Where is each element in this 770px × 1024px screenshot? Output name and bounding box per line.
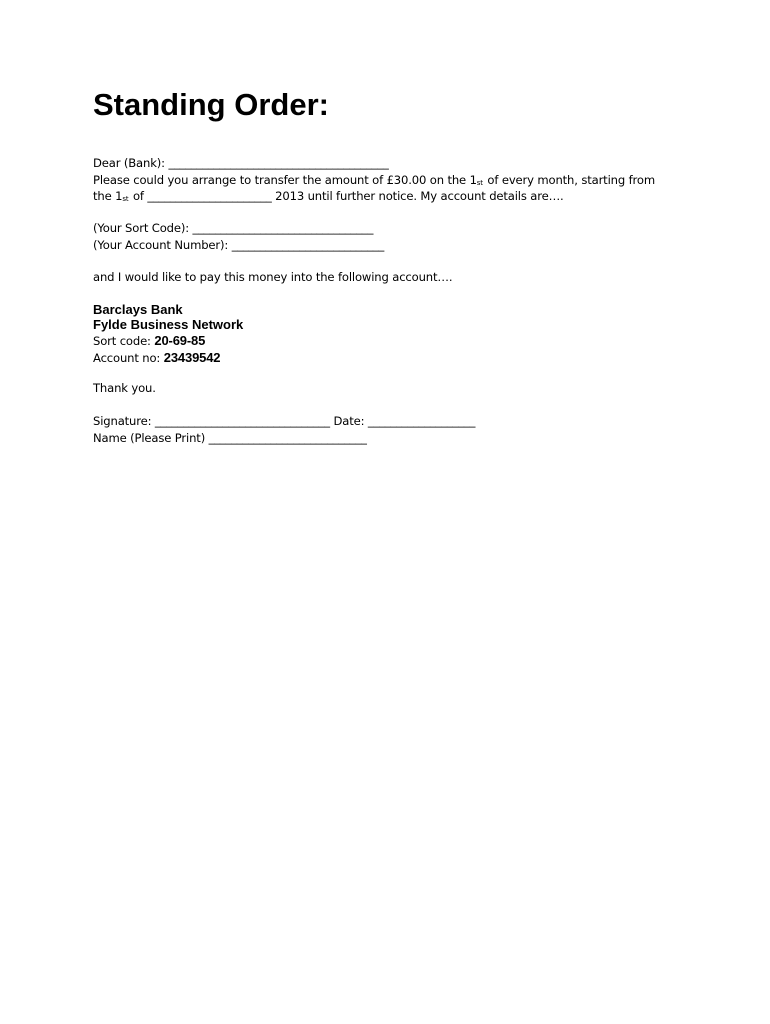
sort-code-blank: ________________________________	[192, 221, 374, 235]
ordinal-suffix: st	[122, 195, 129, 203]
letter-body	[93, 155, 655, 205]
start-date-text-end: of ______________________ 2013 until further notice. My account details are….	[129, 189, 564, 203]
your-details	[93, 220, 384, 253]
ordinal-suffix: st	[476, 178, 483, 187]
account-number-line	[93, 237, 384, 254]
start-date-text-start: the 1	[93, 189, 123, 203]
start-date-line	[93, 188, 655, 205]
payee-sort-code-line	[93, 333, 243, 350]
payee-details	[93, 302, 243, 366]
sort-code-line	[93, 220, 384, 237]
payee-sort-code-label: Sort code:	[93, 334, 151, 348]
signature-blank: _______________________________	[154, 414, 330, 428]
payee-account-no-label: Account no:	[93, 350, 161, 365]
sort-code-label: (Your Sort Code):	[93, 221, 189, 235]
payee-account-no-value: 23439542	[163, 349, 221, 365]
payee-bank-name: Barclays Bank	[93, 302, 183, 317]
thank-you-line: Thank you.	[93, 381, 156, 395]
payee-account-name: Fylde Business Network	[93, 317, 244, 332]
transfer-line	[93, 172, 655, 189]
bank-name-blank: _______________________________________	[168, 156, 389, 170]
account-number-blank: ___________________________	[231, 237, 385, 252]
dear-label: Dear (Bank):	[93, 156, 165, 170]
date-blank: ___________________	[367, 414, 476, 428]
date-label: Date:	[333, 414, 365, 428]
print-name-label: Name (Please Print)	[93, 430, 206, 445]
page-title: Standing Order:	[93, 87, 329, 122]
dear-line	[93, 155, 655, 172]
pay-into-line: and I would like to pay this money into the following account….	[93, 270, 453, 284]
payee-sort-code-value: 20-69-85	[154, 333, 206, 348]
signature-label: Signature:	[93, 414, 152, 428]
account-number-label: (Your Account Number):	[93, 237, 229, 252]
transfer-text-end: of every month, starting from	[483, 172, 655, 187]
signature-line	[93, 413, 475, 430]
print-name-blank: ____________________________	[208, 430, 367, 445]
transfer-text-start: Please could you arrange to transfer the amount of £30.00 on the 1	[93, 172, 477, 187]
print-name-line	[93, 430, 475, 447]
signature-block	[93, 413, 475, 446]
payee-account-no-line	[93, 350, 243, 367]
